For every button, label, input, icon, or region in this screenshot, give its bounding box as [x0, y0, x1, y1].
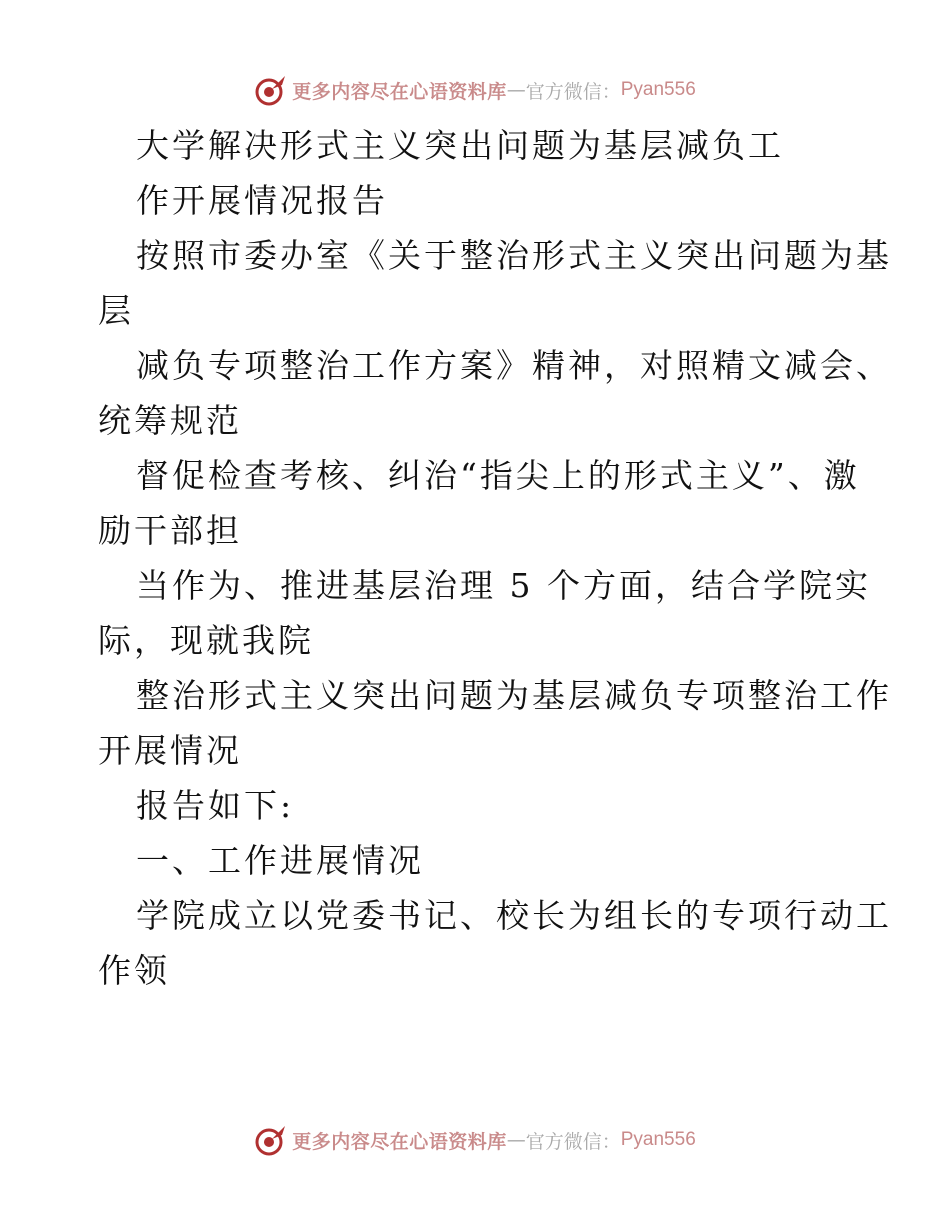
- paragraph-line: 学院成立以党委书记、校长为组长的专项行动工: [136, 896, 892, 935]
- paragraph-line: 按照市委办室《关于整治形式主义突出问题为基: [136, 236, 892, 275]
- quill-logo-icon: [254, 1123, 288, 1157]
- watermark-label: 官方微信：: [525, 80, 621, 103]
- document-title-line-2: 作开展情况报告: [136, 181, 388, 220]
- section-heading: 一、工作进展情况: [136, 841, 424, 880]
- header-watermark: [0, 70, 950, 110]
- paragraph-line: 际，现就我院: [98, 621, 314, 660]
- paragraph-line: 整治形式主义突出问题为基层减负专项整治工作: [136, 676, 892, 715]
- paragraph-line: 减负专项整治工作方案》精神，对照精文减会、: [136, 346, 892, 385]
- footer-watermark: [0, 1120, 950, 1160]
- watermark-separator: —: [506, 79, 526, 101]
- paragraph-line: 统筹规范: [98, 401, 242, 440]
- document-title-line-1: 大学解决形式主义突出问题为基层减负工: [136, 126, 784, 165]
- watermark-site-text: 更多内容尽在心语资料库: [292, 80, 507, 103]
- quill-logo-icon: [254, 73, 288, 107]
- paragraph-line: 督促检查考核、纠治“指尖上的形式主义”、激: [136, 456, 860, 495]
- paragraph-line: 报告如下:: [136, 786, 295, 825]
- paragraph-line: 当作为、推进基层治理 5 个方面，结合学院实: [136, 566, 871, 605]
- document-body: [98, 118, 892, 998]
- paragraph-line: 励干部担: [98, 511, 242, 550]
- watermark-label: 官方微信：: [525, 1130, 621, 1153]
- paragraph-line: 开展情况: [98, 731, 242, 770]
- watermark-site-text: 更多内容尽在心语资料库: [292, 1130, 507, 1153]
- watermark-handle: Pyan556: [620, 1129, 696, 1150]
- paragraph-line: 作领: [98, 951, 170, 990]
- paragraph-line: 层: [98, 291, 134, 330]
- watermark-handle: Pyan556: [620, 79, 696, 100]
- watermark-separator: —: [506, 1129, 526, 1151]
